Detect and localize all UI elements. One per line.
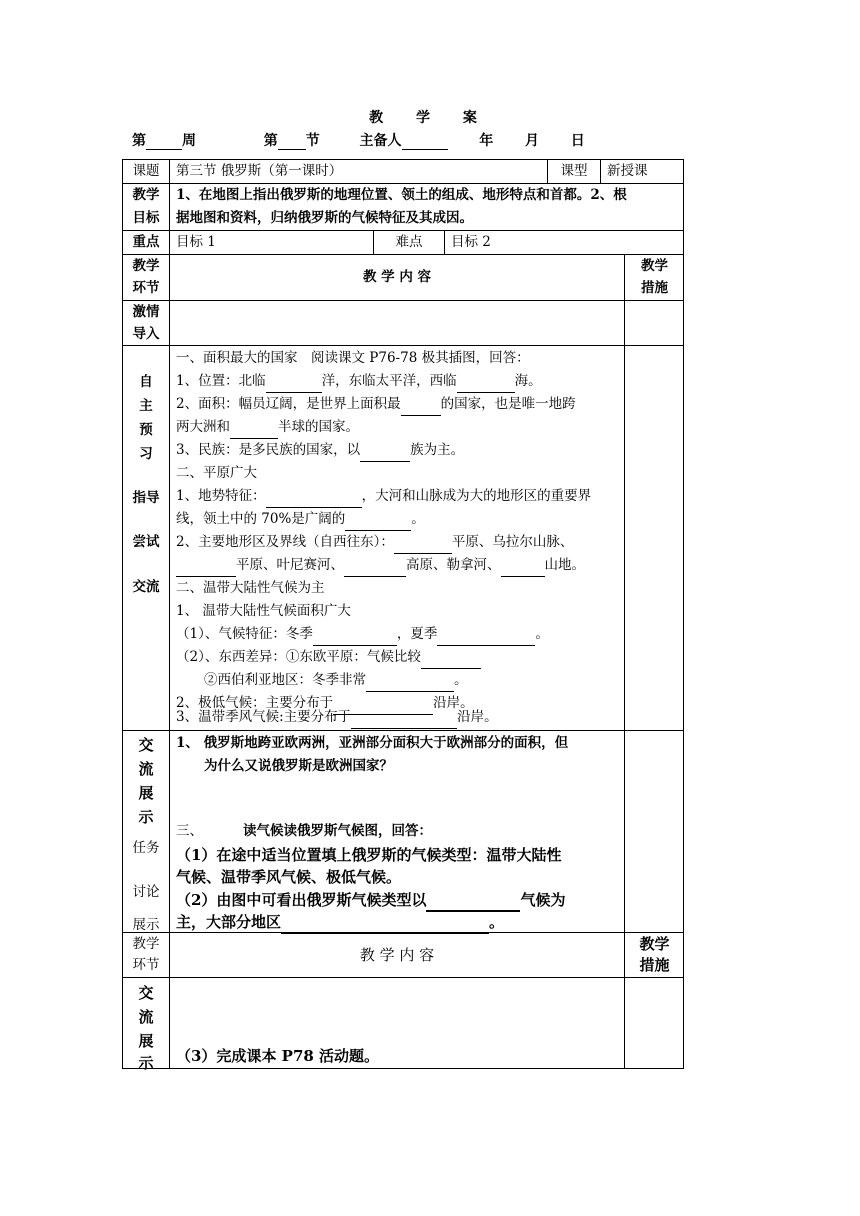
row-divider (122, 254, 684, 255)
fill-blank[interactable] (401, 400, 441, 416)
study-line: 1、 温带大陆性气候面积广大 (176, 603, 351, 619)
stage-header-2b: 环节 (132, 957, 160, 973)
study-line: 3、民族：是多民族的国家，以 族为主。 (176, 439, 464, 462)
fill-blank[interactable] (426, 895, 520, 912)
week-suffix: 周 (182, 133, 196, 149)
row-divider (122, 977, 684, 978)
exchange-side-7: 展示 (132, 917, 160, 933)
self-study-side-7: 交流 (132, 579, 160, 595)
week-blank (146, 135, 182, 150)
difficulty-value: 目标 2 (451, 234, 491, 250)
fill-blank[interactable] (176, 561, 236, 577)
exchange2-side-2: 流 (138, 1008, 154, 1026)
self-study-side-1: 自 (139, 374, 153, 390)
fill-blank[interactable] (457, 377, 515, 393)
topic-value: 第三节 俄罗斯（第一课时） (176, 163, 343, 179)
year-label: 年 (479, 133, 494, 149)
preparer-label: 主备人 (359, 133, 402, 149)
month-label: 月 (525, 133, 539, 149)
fill-blank[interactable] (281, 917, 489, 934)
exchange-side-6: 讨论 (132, 884, 160, 900)
fill-blank[interactable] (344, 561, 406, 577)
question-1-line-1: 1、 俄罗斯地跨亚欧两洲，亚洲部分面积大于欧洲部分的面积，但 (176, 735, 569, 751)
exchange-side-3: 展 (138, 784, 154, 802)
goals-label-2: 目标 (132, 210, 160, 226)
fill-blank[interactable] (366, 676, 454, 692)
lesson-type-label: 课型 (560, 163, 588, 179)
measures-header-2: 措施 (641, 280, 668, 296)
study-line: （1）、气候特征：冬季 ，夏季 。 (176, 623, 549, 646)
exchange2-side-4: 示 (138, 1054, 154, 1072)
document-title: 教 学 案 (369, 110, 491, 126)
stage-header-1b: 教学 (132, 936, 160, 952)
measures-header-1b: 教学 (639, 935, 670, 953)
study-line: ②西伯利亚地区：冬季非常 。 (204, 669, 468, 692)
study-line: 1、位置：北临 洋，东临太平洋，西临 海。 (176, 370, 542, 393)
question-1-line-2: 为什么又说俄罗斯是欧洲国家？ (204, 758, 393, 774)
row-divider (122, 300, 684, 301)
exchange-side-1: 交 (138, 736, 154, 754)
col-divider (600, 159, 601, 183)
study-line: 两大洲和 半球的国家。 (176, 416, 359, 439)
study-line: 二、平原广大 (176, 465, 257, 481)
self-study-side-6: 尝试 (132, 534, 160, 550)
question-3-2-line-2: 主，大部分地区 。 (176, 911, 504, 934)
section-blank (278, 135, 306, 150)
exchange-side-2: 流 (138, 760, 154, 778)
intro-label-2: 导入 (132, 326, 160, 342)
self-study-side-4: 习 (139, 446, 153, 462)
difficulty-label: 难点 (395, 234, 423, 250)
content-header-2: 教 学 内 容 (359, 946, 435, 964)
study-line: 2、主要地形区及界线（自西往东）： 平原、乌拉尔山脉、 (176, 531, 573, 554)
question-3-1-line-2: 气候、温带季风气候、极低气候。 (176, 868, 402, 886)
fill-blank[interactable] (421, 653, 481, 669)
fill-blank[interactable] (345, 515, 411, 531)
topic-label: 课题 (132, 163, 160, 179)
col-divider (444, 230, 445, 254)
study-line: 2、极低气候：主要分布于 沿岸。 (176, 692, 474, 715)
study-line: 二、温带大陆性气候为主 (176, 580, 325, 596)
fill-blank[interactable] (266, 492, 362, 508)
goals-line-1: 1、在地图上指出俄罗斯的地理位置、领土的组成、地形特点和首都。2、根 (176, 187, 627, 203)
measures-header-2b: 措施 (639, 956, 670, 974)
exchange2-side-1: 交 (138, 984, 154, 1002)
content-header: 教 学 内 容 (362, 269, 432, 285)
question-3-1-line-1: （1）在途中适当位置填上俄罗斯的气候类型：温带大陆性 (176, 846, 562, 864)
self-study-side-5: 指导 (132, 490, 160, 506)
key-point-value: 目标 1 (176, 234, 216, 250)
question-3-3: （3）完成课本 P78 活动题。 (176, 1047, 380, 1065)
fill-blank[interactable] (313, 630, 397, 646)
intro-label-1: 激情 (132, 304, 160, 320)
row-divider (122, 345, 684, 346)
self-study-side-3: 预 (139, 422, 153, 438)
fill-blank[interactable] (351, 713, 457, 729)
measures-header-1: 教学 (641, 258, 668, 274)
exchange2-side-3: 展 (138, 1032, 154, 1050)
lesson-type-value: 新授课 (607, 163, 648, 179)
row-divider (122, 730, 684, 731)
fill-blank[interactable] (437, 630, 535, 646)
goals-line-2: 据地图和资料，归纳俄罗斯的气候特征及其成因。 (176, 210, 473, 226)
fill-blank[interactable] (360, 446, 410, 462)
key-point-label: 重点 (132, 234, 160, 250)
question-3-head: 三、 读气候读俄罗斯气候图，回答： (176, 823, 432, 839)
fill-blank[interactable] (266, 377, 322, 393)
col-divider (169, 159, 170, 1069)
study-line: 3、温带季风气候:主要分布于 沿岸。 (176, 706, 498, 729)
stage-header-1: 教学 (132, 258, 160, 274)
fill-blank[interactable] (501, 561, 545, 577)
question-3-2-line-1: （2）由图中可看出俄罗斯气候类型以 气候为 (176, 889, 565, 912)
study-line: 一、面积最大的国家 阅读课文 P76-78 极其插图，回答： (176, 350, 530, 366)
study-line: 平原、叶尼赛河、 高原、勒拿河、 山地。 (176, 554, 585, 577)
header-line (132, 130, 585, 150)
stage-header-2: 环节 (132, 280, 160, 296)
section-prefix: 第 (263, 133, 278, 149)
self-study-side-2: 主 (139, 398, 153, 414)
study-line: 2、面积：幅员辽阔，是世界上面积最 的国家，也是唯一地跨 (176, 393, 576, 416)
day-label: 日 (570, 133, 585, 149)
study-line: 1、地势特征： ，大河和山脉成为大的地形区的重要界 (176, 485, 591, 508)
week-prefix: 第 (132, 133, 146, 149)
fill-blank[interactable] (230, 423, 278, 439)
fill-blank[interactable] (394, 538, 452, 554)
study-line: 线，领土中的 70%是广阔的 。 (176, 508, 425, 531)
preparer-blank (402, 135, 448, 150)
exchange-side-4: 示 (138, 808, 154, 826)
section-suffix: 节 (305, 133, 320, 149)
study-line: （2）、东西差异：①东欧平原：气候比较 (176, 646, 481, 669)
exchange-side-5: 任务 (132, 840, 160, 856)
goals-label-1: 教学 (132, 187, 160, 203)
